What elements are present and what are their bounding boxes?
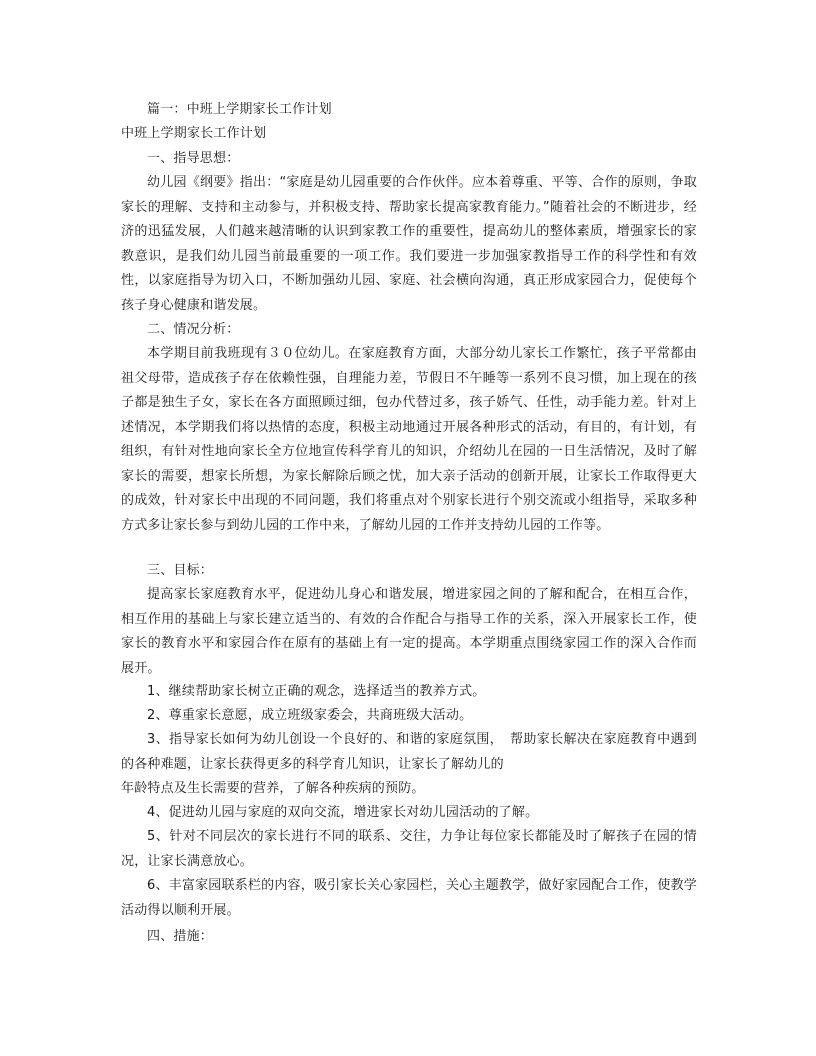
section-2-paragraph: 本学期目前我班现有３０位幼儿。在家庭教育方面，大部分幼儿家长工作繁忙，孩子平常都由祖父母带，造成孩子存在依赖性强，自理能力差，节假日不午睡等一系列不良习惯，加上现在的孩子都是独生子女，家长在各方面照顾过细，包办代替过多，孩子娇气、任性，动手能力差。针对上述情况，本学期我们将以热情的态度，积极主动地通过开展各种形式的活动，有目的，有计划，有组织，有针对性地向家长全方位地宣传科学育儿的知识，介绍幼儿在园的一日生活情况，及时了解家长的需要，想家长所想，为家长解除后顾之忧，加大亲子活动的创新开展，让家长工作取得更大的成效，针对家长中出现的不同问题，我们将重点对个别家长进行个别交流或小组指导，采取多种方式多让家长参与到幼儿园的工作中来，了解幼儿园的工作并支持幼儿园的工作等。 xyxy=(121,346,697,533)
goal-item-4: 4、促进幼儿园与家庭的双向交流，增进家长对幼儿园活动的了解。 xyxy=(147,805,539,820)
goal-item-3-continuation: 年龄特点及生长需要的营养，了解各种疾病的预防。 xyxy=(121,781,425,796)
section-2-title: 二、情况分析： xyxy=(147,322,240,337)
goal-item-6: 6、丰富家园联系栏的内容，吸引家长关心家园栏，关心主题教学，做好家园配合工作，使教学活动得以顺利开展。 xyxy=(121,878,697,918)
section-3-title: 三、目标： xyxy=(147,563,214,578)
section-1-title: 一、指导思想： xyxy=(147,151,240,166)
section-4-title: 四、措施： xyxy=(147,929,214,944)
document-subtitle: 中班上学期家长工作计划 xyxy=(121,126,267,141)
goal-item-5: 5、针对不同层次的家长进行不同的联系、交往，力争让每位家长都能及时了解孩子在园的情况，让家长满意放心。 xyxy=(121,829,697,869)
goal-item-3: 3、指导家长如何为幼儿创设一个良好的、和谐的家庭氛围， 帮助家长解决在家庭教育中遇到的各种难题，让家长获得更多的科学育儿知识，让家长了解幼儿的 xyxy=(121,732,697,772)
section-3-paragraph: 提高家长家庭教育水平，促进幼儿身心和谐发展，增进家园之间的了解和配合，在相互合作，相互作用的基础上与家长建立适当的、有效的合作配合与指导工作的关系，深入开展家长工作，使家长的教育水平和家园合作在原有的基础上有一定的提高。本学期重点围绕家园工作的深入合作而展开。 xyxy=(121,587,697,676)
section-1-paragraph: 幼儿园《纲要》指出：“家庭是幼儿园重要的合作伙伴。应本着尊重、平等、合作的原则，争取家长的理解、支持和主动参与，并积极支持、帮助家长提高家教育能力。”随着社会的不断进步，经济的迅猛发展，人们越来越清晰的认识到家教工作的重要性，提高幼儿的整体素质，增强家长的家教意识，是我们幼儿园当前最重要的一项工作。我们要进一步加强家教指导工作的科学性和有效性，以家庭指导为切入口，不断加强幼儿园、家庭、社会横向沟通，真正形成家园合力，促使每个孩子身心健康和谐发展。 xyxy=(121,175,697,313)
goal-item-1: 1、继续帮助家长树立正确的观念，选择适当的教养方式。 xyxy=(147,684,486,699)
document-heading: 篇一：中班上学期家长工作计划 xyxy=(147,102,332,117)
goal-item-2: 2、尊重家长意愿，成立班级家委会，共商班级大活动。 xyxy=(147,708,473,723)
